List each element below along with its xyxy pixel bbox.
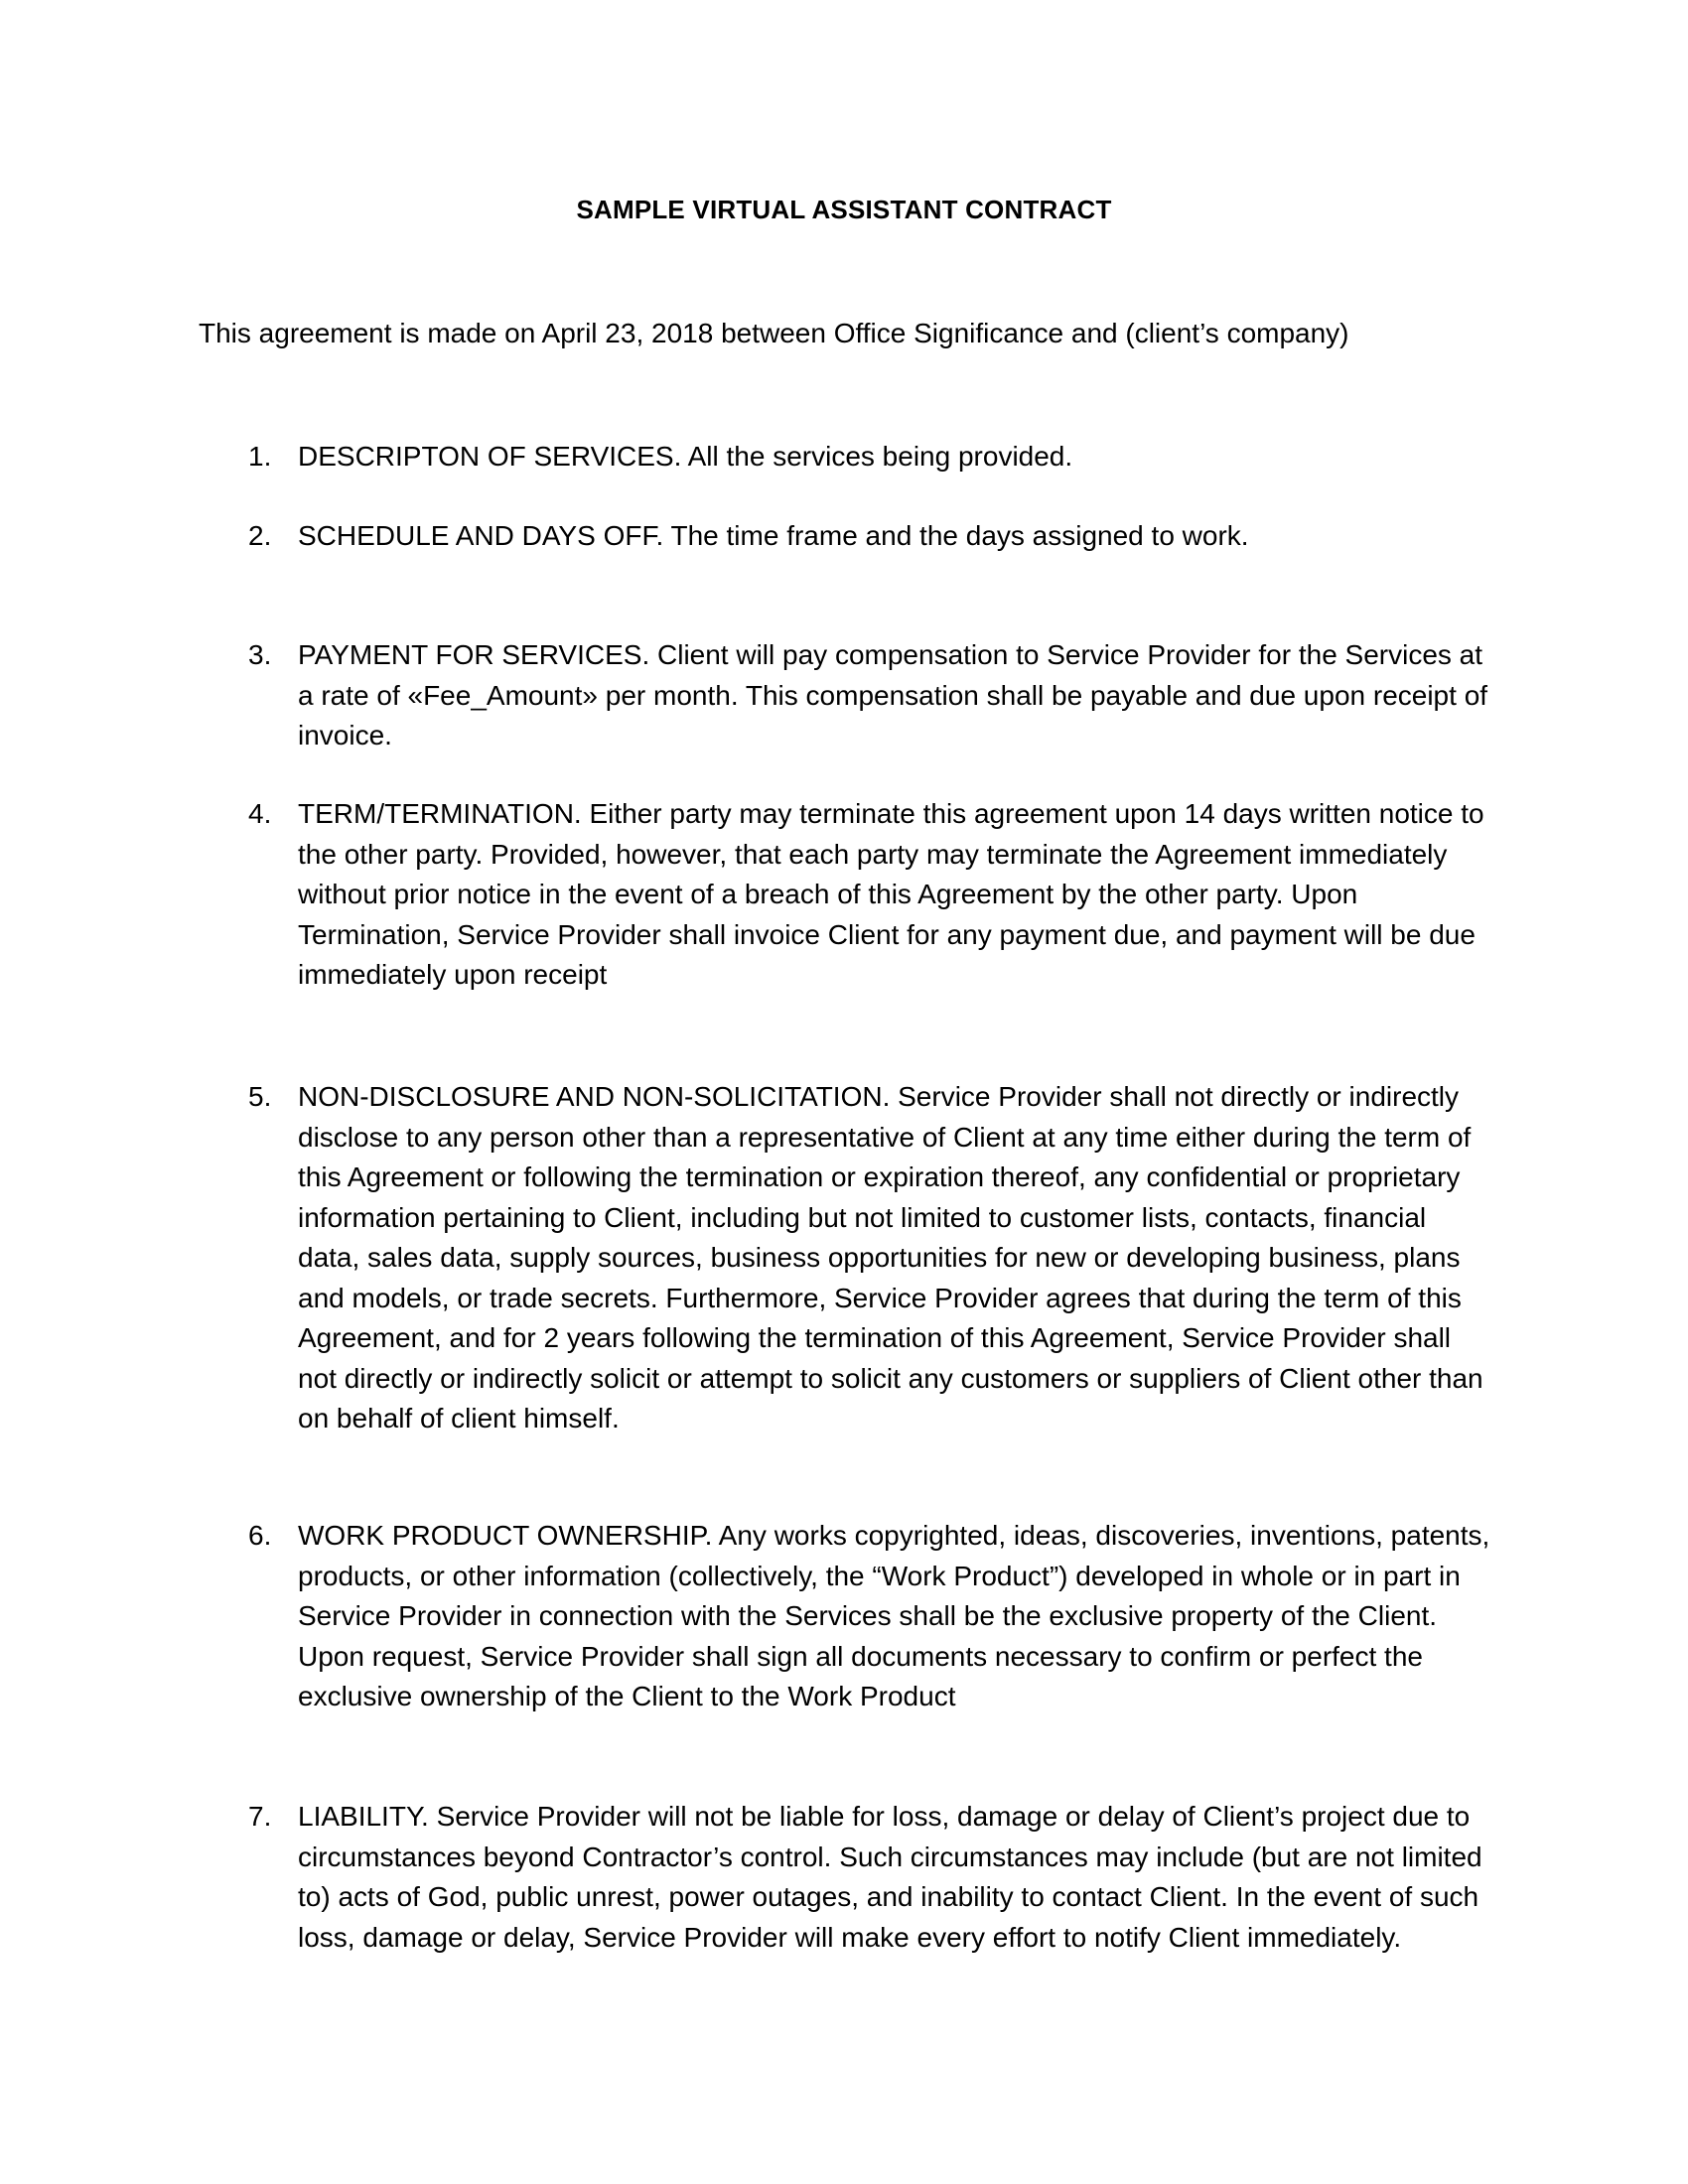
clause-text: DESCRIPTON OF SERVICES. All the services being provided. <box>298 441 1073 472</box>
agreement-intro: This agreement is made on April 23, 2018 between Office Significance and (client’s company) <box>199 318 1349 348</box>
clause-item <box>248 794 1489 996</box>
clause-text: LIABILITY. Service Provider will not be liable for loss, damage or delay of Client’s project due to circumstances beyond Contractor’s control. Such circumstances may include (but are not limited to) acts of God, public unrest, power outages, and inability to contact Client. In the event of such loss, damage or delay, Service Provider will make every effort to notify Client immediately. <box>298 1801 1482 1953</box>
document-title: SAMPLE VIRTUAL ASSISTANT CONTRACT <box>576 195 1112 224</box>
clause-number: 5. <box>248 1081 272 1112</box>
clause-text: NON-DISCLOSURE AND NON-SOLICITATION. Service Provider shall not directly or indirectly disclose to any person other than a representative of Client at any time either during the term of this Agreement or following the termination or expiration thereof, any confidential or proprietary information pertaining to Client, including but not limited to customer lists, contacts, financial data, sales data, supply sources, business opportunities for new or developing business, plans and models, or trade secrets. Furthermore, Service Provider agrees that during the term of this Agreement, and for 2 years following the termination of this Agreement, Service Provider shall not directly or indirectly solicit or attempt to solicit any customers or suppliers of Client other than on behalf of client himself. <box>298 1081 1483 1433</box>
clause-number: 1. <box>248 441 272 472</box>
clause-text: WORK PRODUCT OWNERSHIP. Any works copyrighted, ideas, discoveries, inventions, patents, products, or other information (collectively, the “Work Product”) developed in whole or in part in Service Provider in connection with the Services shall be the exclusive property of the Client. Upon request, Service Provider shall sign all documents necessary to confirm or perfect the exclusive ownership of the Client to the Work Product <box>298 1520 1490 1711</box>
clause-item <box>248 1797 1489 1958</box>
clause-number: 3. <box>248 639 272 670</box>
clause-number: 2. <box>248 520 272 551</box>
clause-item <box>248 516 1489 557</box>
clause-item <box>248 437 1489 478</box>
clause-text: PAYMENT FOR SERVICES. Client will pay compensation to Service Provider for the Services at a rate of «Fee_Amount» per month. This compensation shall be payable and due upon receipt of invoice. <box>298 639 1488 751</box>
clause-text: SCHEDULE AND DAYS OFF. The time frame and the days assigned to work. <box>298 520 1249 551</box>
clause-item <box>248 1077 1489 1439</box>
clause-item <box>248 1516 1489 1717</box>
clause-number: 4. <box>248 798 272 829</box>
clause-text: TERM/TERMINATION. Either party may terminate this agreement upon 14 days written notice to the other party. Provided, however, that each party may terminate the Agreement immediately without prior notice in the event of a breach of this Agreement by the other party. Upon Termination, Service Provider shall invoice Client for any payment due, and payment will be due immediately upon receipt <box>298 798 1484 990</box>
clause-number: 6. <box>248 1520 272 1551</box>
clause-item <box>248 635 1489 756</box>
clause-number: 7. <box>248 1801 272 1832</box>
